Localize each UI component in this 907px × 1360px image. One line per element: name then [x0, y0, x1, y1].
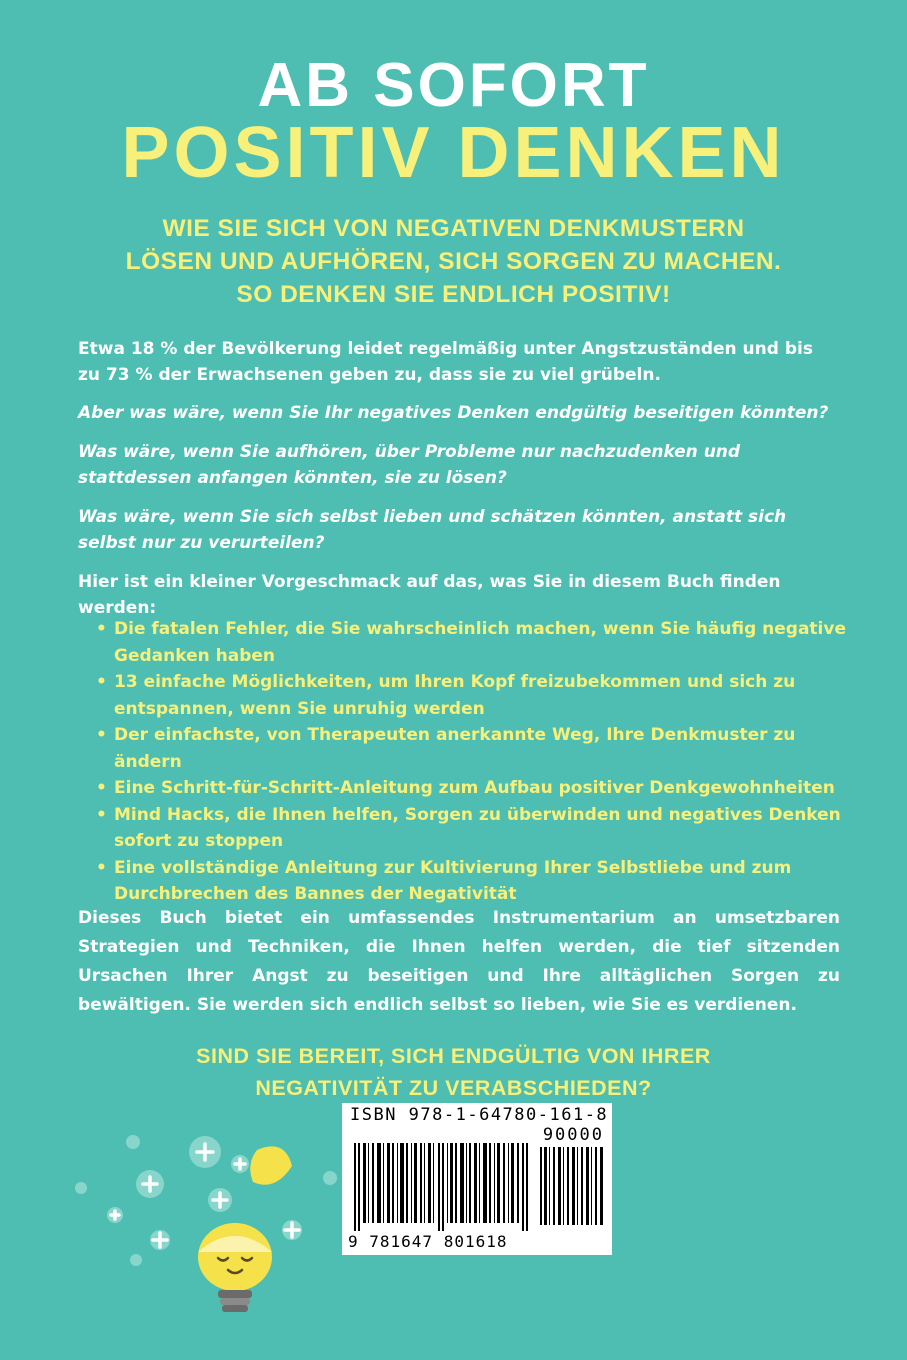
- list-item: • Die fatalen Fehler, die Sie wahrscheinlich machen, wenn Sie häufig negative Gedanken haben: [96, 616, 866, 669]
- subtitle-line-1: WIE SIE SICH VON NEGATIVEN DENKMUSTERN: [162, 215, 745, 242]
- closing-paragraph: Dieses Buch bietet ein umfassendes Instrumentarium an umsetzbaren Strategien und Techniken, die Ihnen helfen werden, die tief sitzenden Ursachen Ihrer Angst zu beseitigen und Ihre alltäglichen Sorgen zu bewältigen. Sie werden sich endlich selbst so lieben, wie Sie es verdienen.: [78, 908, 840, 1015]
- subtitle-line-2: LÖSEN UND AUFHÖREN, SICH SORGEN ZU MACHEN.: [125, 248, 782, 275]
- bullet-icon: •: [96, 725, 107, 745]
- list-item: • Mind Hacks, die Ihnen helfen, Sorgen zu überwinden und negatives Denken sofort zu stoppen: [96, 802, 866, 855]
- cta-line-1: SIND SIE BEREIT, SICH ENDGÜLTIG VON IHRER: [196, 1044, 711, 1068]
- list-item: • 13 einfache Möglichkeiten, um Ihren Kopf freizubekommen und sich zu entspannen, wenn Sie unruhig werden: [96, 669, 866, 722]
- intro-paragraph: Etwa 18 % der Bevölkerung leidet regelmäßig unter Angstzuständen und bis zu 73 % der Erwachsenen geben zu, dass sie zu viel grübeln.: [78, 339, 813, 385]
- title-line-2: POSITIV DENKEN: [121, 113, 786, 193]
- ean-bars: [354, 1143, 534, 1231]
- subtitle-line-3: SO DENKEN SIE ENDLICH POSITIV!: [236, 281, 671, 308]
- question-3: Was wäre, wenn Sie sich selbst lieben und schätzen könnten, anstatt sich selbst nur zu verurteilen?: [78, 507, 787, 553]
- bullet-icon: •: [96, 857, 107, 878]
- call-to-action: [0, 1040, 907, 1104]
- list-item: • Eine vollständige Anleitung zur Kultivierung Ihrer Selbstliebe und zum Durchbrechen des Bannes der Negativität: [96, 855, 866, 908]
- list-item: • Der einfachste, von Therapeuten anerkannte Weg, Ihre Denkmuster zu ändern: [96, 722, 866, 775]
- ean-digits: 9 781647 801618: [348, 1232, 508, 1251]
- addon-bars: [540, 1147, 604, 1225]
- teaser-paragraph: Hier ist ein kleiner Vorgeschmack auf das, was Sie in diesem Buch finden werden:: [78, 572, 781, 618]
- lightbulb-illustration-icon: [60, 1120, 340, 1320]
- list-item: • Eine Schritt-für-Schritt-Anleitung zum Aufbau positiver Denkgewohnheiten: [96, 775, 866, 802]
- isbn-label: ISBN 978-1-64780-161-8: [350, 1105, 609, 1125]
- barcode-addon-number: 90000: [542, 1125, 604, 1145]
- cta-line-2: NEGATIVITÄT ZU VERABSCHIEDEN?: [255, 1076, 652, 1100]
- bullet-icon: •: [96, 804, 107, 825]
- isbn-barcode: [342, 1103, 612, 1255]
- question-1: Aber was wäre, wenn Sie Ihr negatives Denken endgültig beseitigen könnten?: [78, 403, 829, 423]
- bullet-icon: •: [96, 778, 107, 798]
- bullet-icon: •: [96, 619, 107, 639]
- bullet-icon: •: [96, 672, 107, 692]
- title-line-1: AB SOFORT: [257, 51, 650, 120]
- subtitle: [0, 212, 907, 311]
- feature-list: [96, 616, 866, 908]
- question-2: Was wäre, wenn Sie aufhören, über Probleme nur nachzudenken und stattdessen anfangen könnten, sie zu lösen?: [78, 442, 741, 488]
